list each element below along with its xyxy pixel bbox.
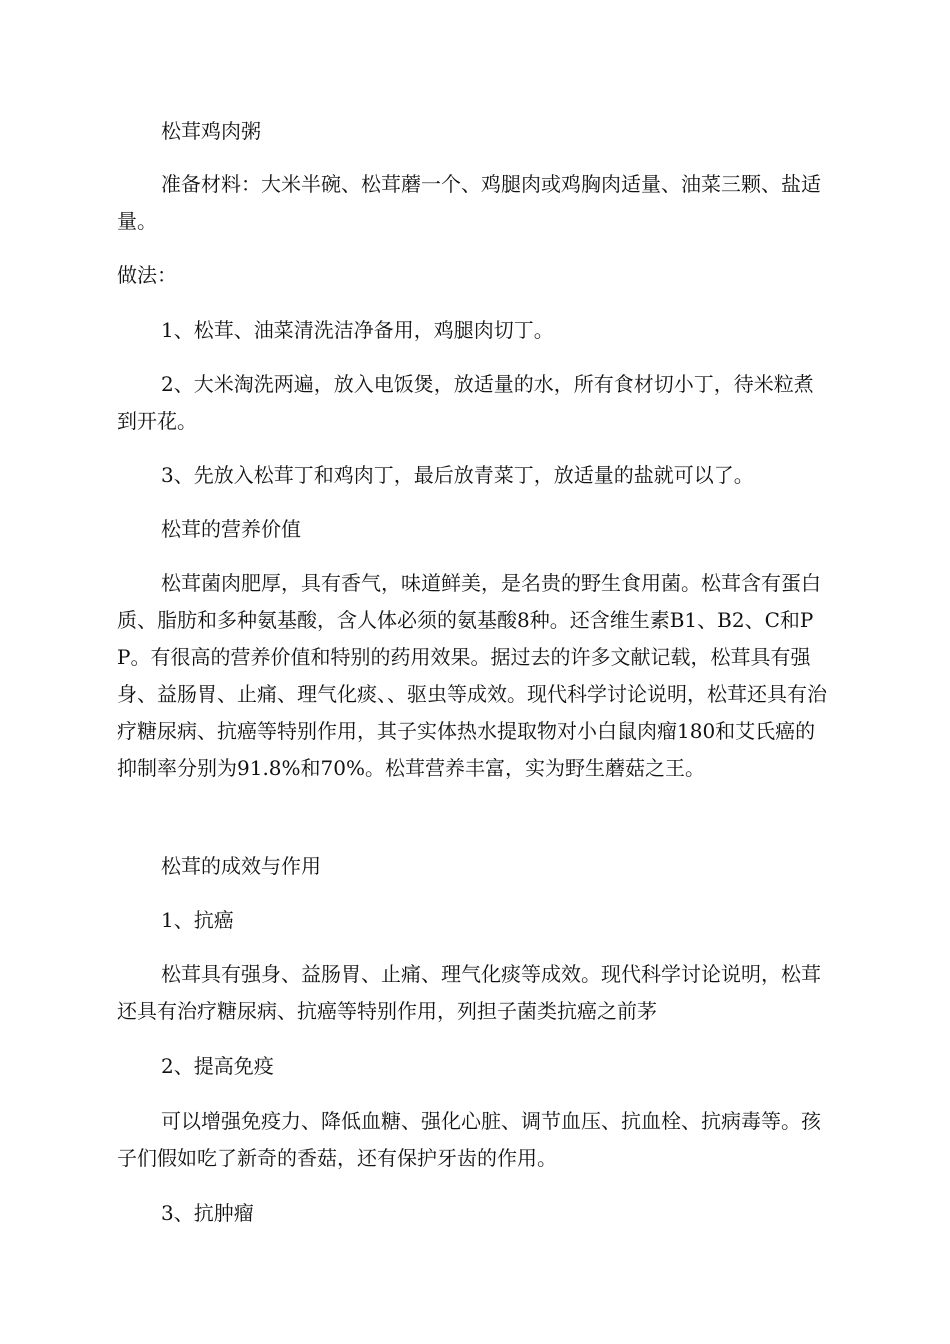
effects-heading: 松茸的成效与作用: [161, 854, 321, 878]
effect-1-heading: 1、抗癌: [161, 908, 234, 932]
effect-2-heading: 2、提高免疫: [161, 1054, 274, 1078]
method-heading: 做法：: [117, 263, 177, 287]
ingredients-paragraph: 准备材料：大米半碗、松茸蘑一个、鸡腿肉或鸡胸肉适量、油菜三颗、盐适量。: [117, 172, 821, 233]
step-3: 3、先放入松茸丁和鸡肉丁，最后放青菜丁，放适量的盐就可以了。: [161, 463, 754, 487]
nutrition-heading: 松茸的营养价值: [161, 517, 301, 541]
effect-2-paragraph: 可以增强免疫力、降低血糖、强化心脏、调节血压、抗血栓、抗病毒等。孩子们假如吃了新奇的香菇，还有保护牙齿的作用。: [117, 1109, 821, 1170]
effect-1-paragraph: 松茸具有强身、益肠胃、止痛、理气化痰等成效。现代科学讨论说明，松茸还具有治疗糖尿病、抗癌等特别作用，列担子菌类抗癌之前茅: [117, 962, 821, 1023]
step-1: 1、松茸、油菜清洗洁净备用，鸡腿肉切丁。: [161, 318, 554, 342]
recipe-title: 松茸鸡肉粥: [161, 119, 261, 143]
nutrition-paragraph: 松茸菌肉肥厚，具有香气，味道鲜美，是名贵的野生食用菌。松茸含有蛋白质、脂肪和多种氨基酸，含人体必须的氨基酸8种。还含维生素B1、B2、C和PP。有很高的营养价值和特别的药用效果。据过去的许多文献记载，松茸具有强身、益肠胃、止痛、理气化痰、、驱虫等成效。现代科学讨论说明，松茸还具有治疗糖尿病、抗癌等特别作用，其子实体热水提取物对小白鼠肉瘤180和艾氏癌的抑制率分别为91.8%和70%。松茸营养丰富，实为野生蘑菇之王。: [117, 571, 827, 780]
step-2: 2、大米淘洗两遍，放入电饭煲，放适量的水，所有食材切小丁，待米粒煮到开花。: [117, 372, 814, 433]
effect-3-heading: 3、抗肿瘤: [161, 1201, 254, 1225]
